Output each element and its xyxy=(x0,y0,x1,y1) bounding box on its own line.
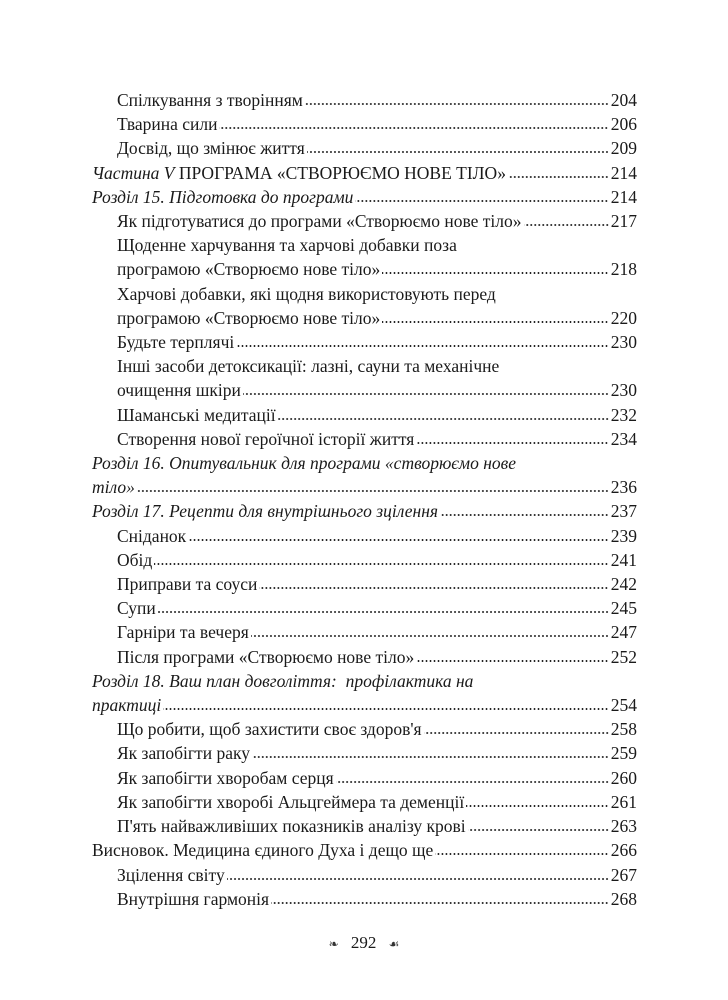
dot-leader xyxy=(163,707,609,711)
dot-leader xyxy=(251,634,609,638)
toc-entry[interactable] xyxy=(92,354,637,402)
toc-entry-title: програмою «Створюємо нове тіло» xyxy=(117,307,381,328)
toc-entry-title: Розділ 18. Ваш план довголіття: профілактика на xyxy=(92,670,474,691)
toc-entry-title: Будьте терплячі xyxy=(117,332,235,353)
toc-page-number: 252 xyxy=(610,646,637,667)
toc-entry[interactable] xyxy=(92,572,637,596)
toc-entry[interactable] xyxy=(92,282,637,330)
table-of-contents xyxy=(92,88,637,911)
toc-page-number: 258 xyxy=(610,719,637,740)
toc-entry[interactable] xyxy=(92,887,637,911)
toc-page-number: 261 xyxy=(610,791,637,812)
toc-page-number: 259 xyxy=(610,743,637,764)
toc-entry[interactable] xyxy=(92,185,637,209)
toc-entry[interactable] xyxy=(92,161,637,185)
toc-page-number: 214 xyxy=(610,162,637,183)
toc-entry-title: Як підготуватися до програми «Створюємо нове тіло» xyxy=(117,211,522,232)
toc-entry[interactable] xyxy=(92,645,637,669)
dot-leader xyxy=(188,538,609,542)
toc-entry[interactable] xyxy=(92,669,637,717)
toc-entry-title: Спілкування з творінням xyxy=(117,90,303,110)
toc-page-number: 236 xyxy=(610,477,637,498)
toc-entry[interactable] xyxy=(92,741,637,765)
toc-entry-title: Досвід, що змінює життя xyxy=(117,138,305,159)
toc-page-number: 217 xyxy=(610,211,637,232)
toc-entry-title: Після програми «Створюємо нове тіло» xyxy=(117,646,415,667)
toc-page-number: 204 xyxy=(610,90,637,110)
page-number: 292 xyxy=(350,933,377,952)
dot-leader xyxy=(466,804,609,808)
toc-page-number: 268 xyxy=(610,888,637,909)
toc-page-number: 241 xyxy=(610,549,637,570)
dot-leader xyxy=(227,877,609,881)
dot-leader xyxy=(355,199,608,203)
toc-page-number: 234 xyxy=(610,428,637,449)
toc-entry[interactable] xyxy=(92,766,637,790)
toc-entry-title: Шаманські медитації xyxy=(117,404,276,425)
toc-page-number: 209 xyxy=(610,138,637,159)
toc-page-number: 230 xyxy=(610,380,637,401)
dot-leader xyxy=(307,150,609,154)
toc-entry-title: Сніданок xyxy=(117,525,187,546)
dot-leader xyxy=(416,441,608,445)
toc-entry[interactable] xyxy=(92,548,637,572)
toc-entry-title: Інші засоби детоксикації: лазні, сауни та механічне xyxy=(117,356,500,377)
toc-entry[interactable] xyxy=(92,209,637,233)
dot-leader xyxy=(508,175,609,179)
left-ornament-icon: ❧ xyxy=(328,937,339,951)
toc-entry-title: очищення шкіри xyxy=(117,380,241,401)
toc-entry-title: Створення нової героїчної історії життя xyxy=(117,428,415,449)
dot-leader xyxy=(252,755,609,759)
toc-entry[interactable] xyxy=(92,863,637,887)
toc-entry-title: Зцілення світу xyxy=(117,864,225,885)
dot-leader xyxy=(468,828,609,832)
toc-entry-title: Як запобігти хворобі Альцгеймера та деменції xyxy=(117,791,465,812)
dot-leader xyxy=(382,320,608,324)
dot-leader xyxy=(271,901,609,905)
toc-entry[interactable] xyxy=(92,136,637,160)
dot-leader xyxy=(137,489,609,493)
toc-entry-title: тіло» xyxy=(92,477,135,498)
toc-page-number: 237 xyxy=(610,501,637,522)
toc-page-number: 218 xyxy=(610,259,637,280)
toc-entry-title: Обід xyxy=(117,549,153,570)
toc-entry[interactable] xyxy=(92,88,637,112)
dot-leader xyxy=(305,102,609,106)
dot-leader xyxy=(435,852,608,856)
dot-leader xyxy=(243,392,609,396)
toc-entry[interactable] xyxy=(92,838,637,862)
toc-page-number: 266 xyxy=(610,840,637,861)
toc-entry-title: Щоденне харчування та харчові добавки поза xyxy=(117,235,457,256)
toc-entry[interactable] xyxy=(92,717,637,741)
dot-leader xyxy=(416,659,609,663)
dot-leader xyxy=(524,223,609,227)
dot-leader xyxy=(236,344,609,348)
toc-page-number: 239 xyxy=(610,525,637,546)
dot-leader xyxy=(440,513,609,517)
toc-page-number: 247 xyxy=(610,622,637,643)
toc-entry-title: Що робити, щоб захистити своє здоров'я xyxy=(117,719,422,740)
toc-page-number: 260 xyxy=(610,767,637,788)
dot-leader xyxy=(158,610,609,614)
toc-entry[interactable] xyxy=(92,499,637,523)
toc-entry-title: Як запобігти раку xyxy=(117,743,250,764)
dot-leader xyxy=(278,417,609,421)
dot-leader xyxy=(154,562,608,566)
toc-page-number: 214 xyxy=(610,186,637,207)
dot-leader xyxy=(336,780,609,784)
toc-entry[interactable] xyxy=(92,403,637,427)
toc-page-number: 230 xyxy=(610,332,637,353)
toc-entry-title: Розділ 16. Опитувальник для програми «створюємо нове xyxy=(92,453,517,474)
toc-page-number: 220 xyxy=(610,307,637,328)
toc-page-number: 206 xyxy=(610,114,637,135)
toc-entry-title: Харчові добавки, які щодня використовують перед xyxy=(117,283,496,304)
toc-entry-title: Внутрішня гармонія xyxy=(117,888,270,909)
toc-page-number: 242 xyxy=(610,574,637,595)
toc-entry[interactable] xyxy=(92,814,637,838)
toc-entry[interactable] xyxy=(92,112,637,136)
toc-entry-title: Розділ 17. Рецепти для внутрішнього зцілення xyxy=(92,501,439,522)
toc-entry-title: Тварина сили xyxy=(117,114,218,135)
toc-page-number: 245 xyxy=(610,598,637,619)
toc-page-number: 232 xyxy=(610,404,637,425)
toc-entry-title: Розділ 15. Підготовка до програми xyxy=(92,186,354,207)
dot-leader xyxy=(219,126,608,130)
toc-entry-title: П'ять найважливіших показників аналізу крові xyxy=(117,816,466,837)
dot-leader xyxy=(424,731,609,735)
toc-entry[interactable] xyxy=(92,524,637,548)
toc-entry-title: Висновок. Медицина єдиного Духа і дещо ще xyxy=(92,840,434,861)
part-prefix: Частина V xyxy=(92,162,175,183)
toc-entry[interactable] xyxy=(92,330,637,354)
dot-leader xyxy=(259,586,608,590)
toc-entry[interactable] xyxy=(92,427,637,451)
toc-entry-title: практиці xyxy=(92,695,162,716)
toc-entry[interactable] xyxy=(92,620,637,644)
toc-page-number: 254 xyxy=(610,695,637,716)
toc-entry[interactable] xyxy=(92,451,637,499)
dot-leader xyxy=(382,271,608,275)
toc-entry[interactable] xyxy=(92,596,637,620)
toc-entry-title: Супи xyxy=(117,598,156,619)
toc-entry-title: Гарніри та вечеря xyxy=(117,622,249,643)
page-footer xyxy=(0,933,728,953)
toc-entry[interactable] xyxy=(92,233,637,281)
toc-entry-title: Як запобігти хворобам серця xyxy=(117,767,334,788)
right-ornament-icon: ☙ xyxy=(388,937,400,951)
toc-entry-title: ПРОГРАМА «СТВОРЮЄМО НОВЕ ТІЛО» xyxy=(174,162,506,183)
toc-entry[interactable] xyxy=(92,790,637,814)
toc-entry-title: програмою «Створюємо нове тіло» xyxy=(117,259,381,280)
toc-page-number: 267 xyxy=(610,864,637,885)
toc-page-number: 263 xyxy=(610,816,637,837)
toc-entry-title: Приправи та соуси xyxy=(117,574,258,595)
